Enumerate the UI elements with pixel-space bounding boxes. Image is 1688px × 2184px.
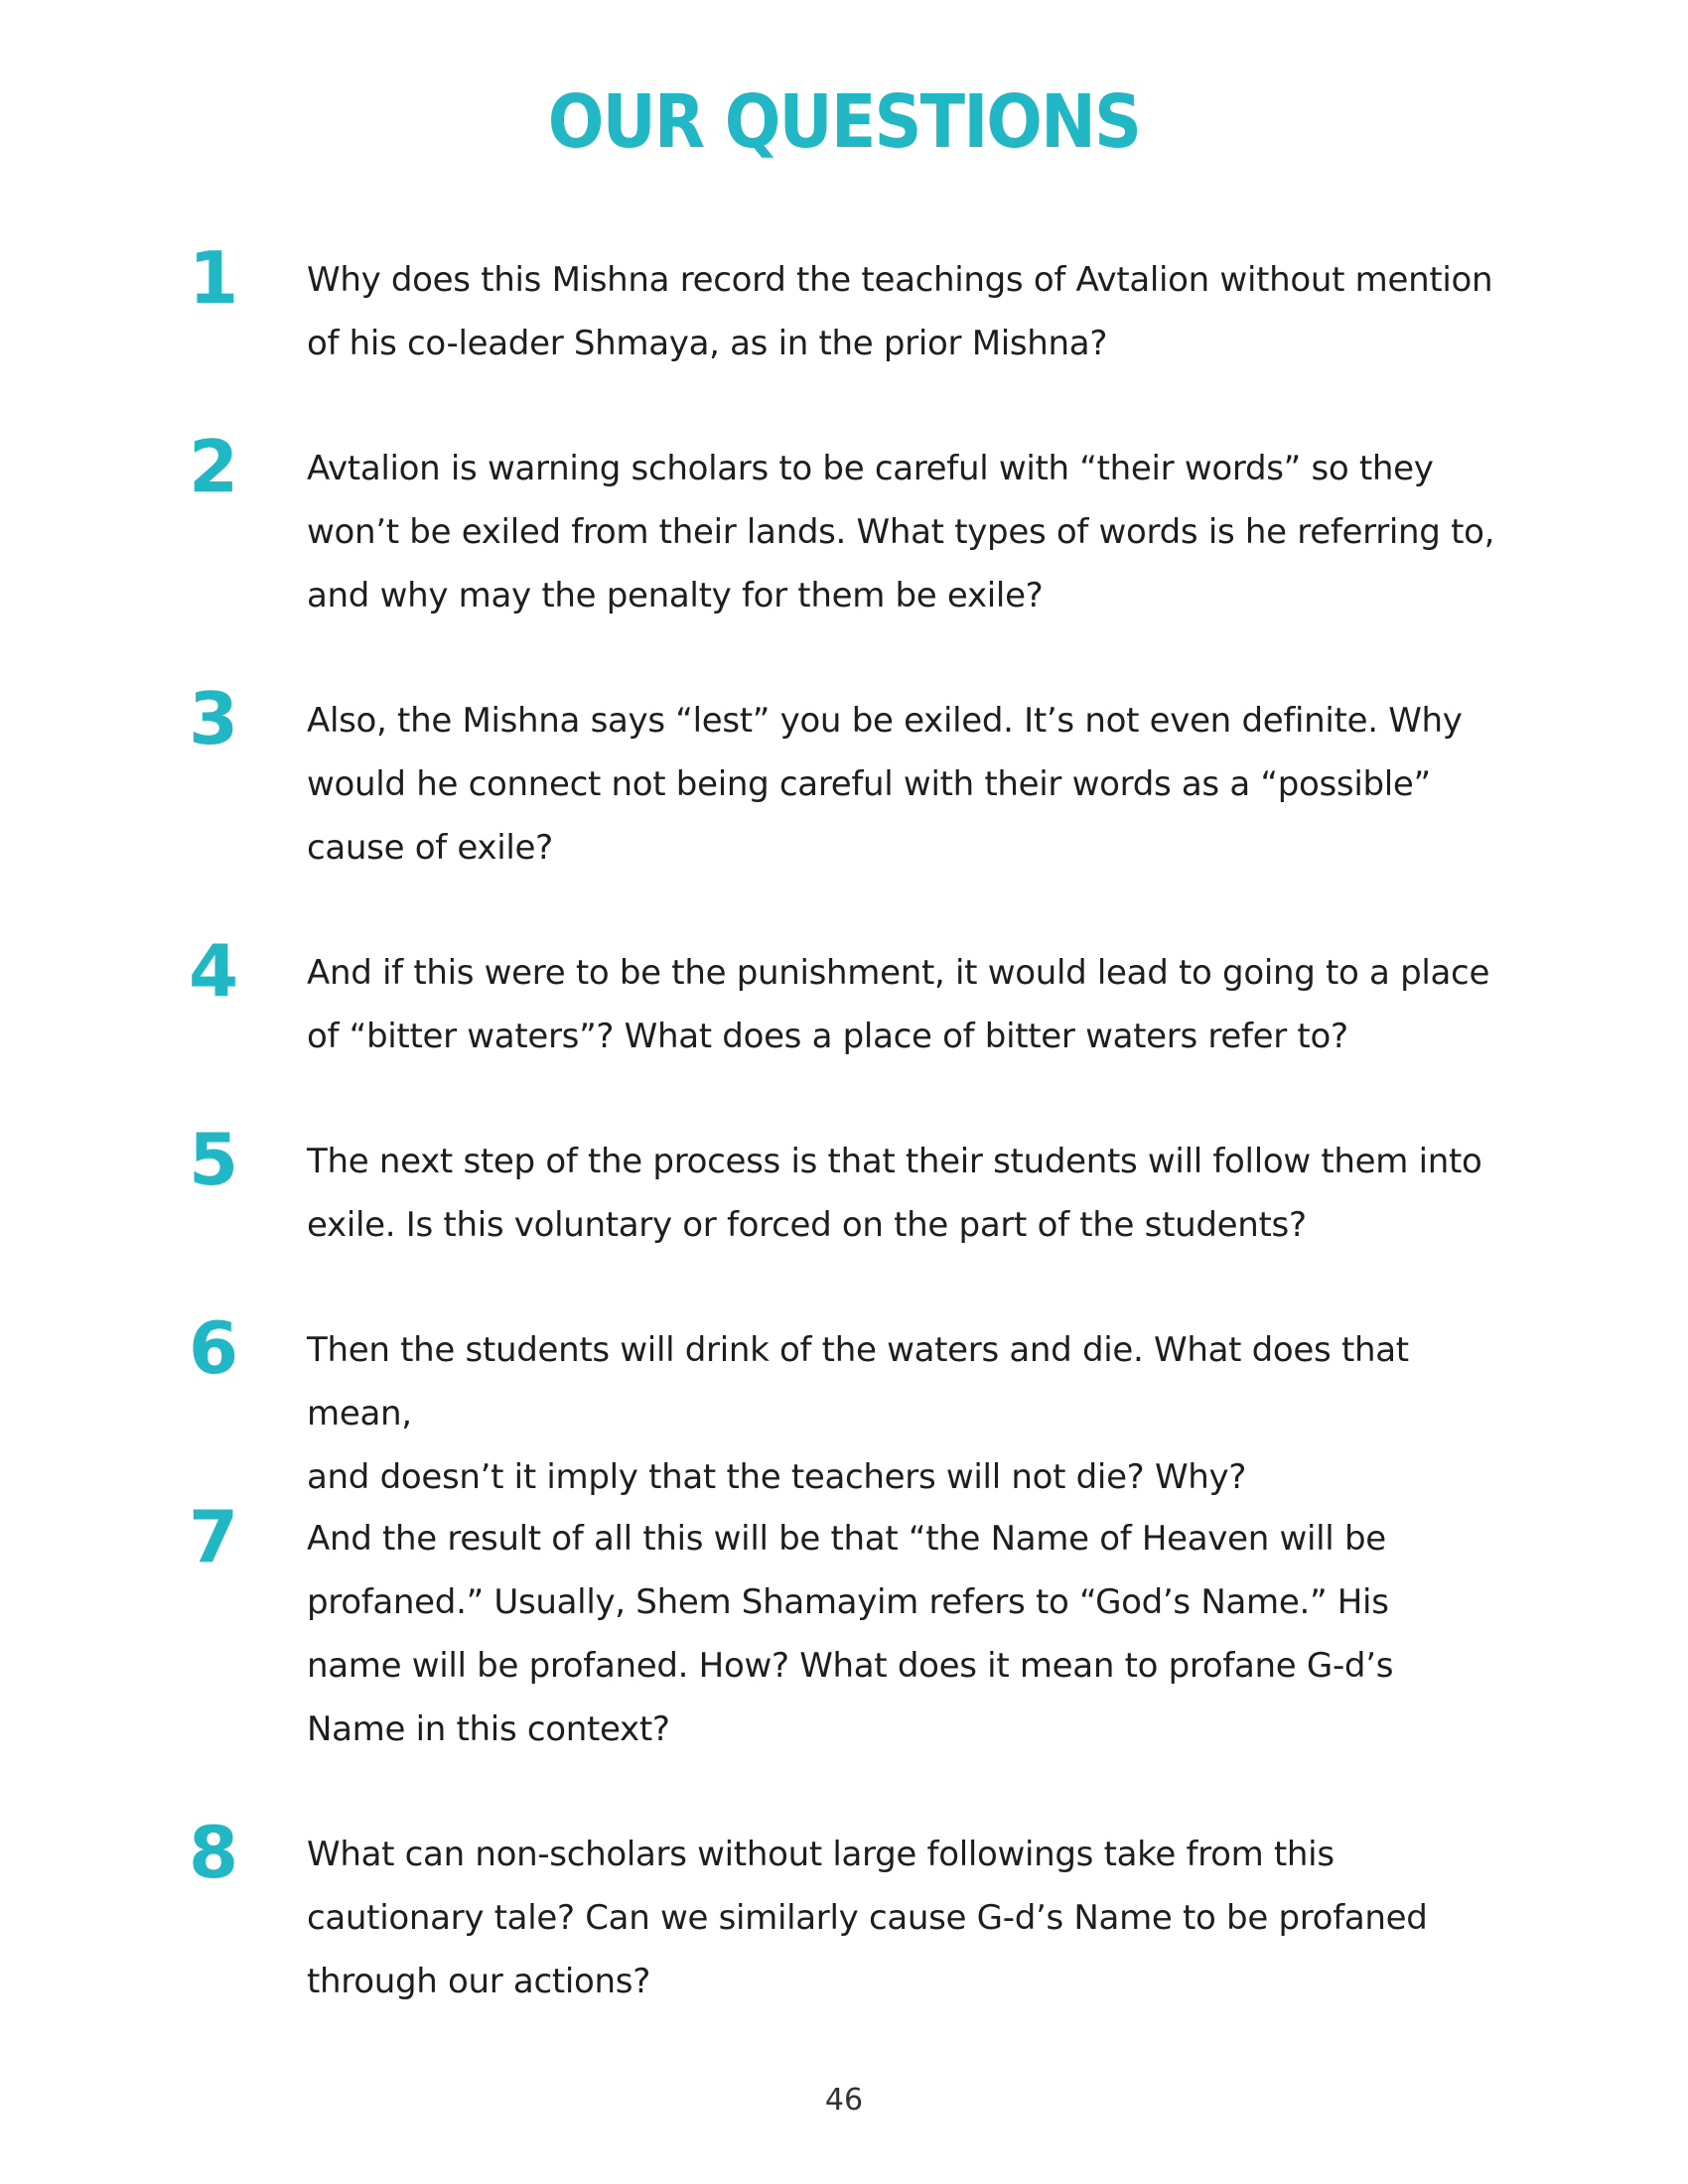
- question-number: 5: [189, 1118, 239, 1201]
- question-number: 6: [189, 1306, 239, 1390]
- question-text: Then the students will drink of the waters and die. What does that mean, and doesn’t it imply that the teachers will not die? Why?: [307, 1330, 1409, 1497]
- question-text: Why does this Mishna record the teachings of Avtalion without mention of his co-leader Shmaya, as in the prior Mishna?: [307, 260, 1493, 363]
- page-title: OUR QUESTIONS: [547, 79, 1141, 165]
- question-text: Avtalion is warning scholars to be careful with “their words” so they won’t be exiled from their lands. What types of words is he referring to, and why may the penalty for them be exile?: [307, 449, 1495, 615]
- question-number: 1: [189, 236, 239, 320]
- question-number: 7: [189, 1495, 239, 1578]
- question-number: 8: [189, 1811, 239, 1894]
- page-number: 46: [824, 2083, 864, 2117]
- question-number: 4: [189, 929, 239, 1013]
- question-number: 3: [189, 677, 239, 760]
- question-text: What can non-scholars without large followings take from this cautionary tale? Can we similarly cause G-d’s Name to be profaned through our actions?: [307, 1835, 1428, 2001]
- question-text: The next step of the process is that their students will follow them into exile. Is this voluntary or forced on the part of the students?: [307, 1142, 1482, 1245]
- question-text: And the result of all this will be that “the Name of Heaven will be profaned.” Usually, Shem Shamayim refers to “God’s Name.” His name will be profaned. How? What does it mean to profane G-d’s Name in this context?: [307, 1519, 1394, 1749]
- question-text: And if this were to be the punishment, it would lead to going to a place of “bitter waters”? What does a place of bitter waters refer to?: [307, 953, 1490, 1056]
- question-text: Also, the Mishna says “lest” you be exiled. It’s not even definite. Why would he connect not being careful with their words as a “possible” cause of exile?: [307, 701, 1463, 868]
- question-number: 2: [189, 425, 239, 508]
